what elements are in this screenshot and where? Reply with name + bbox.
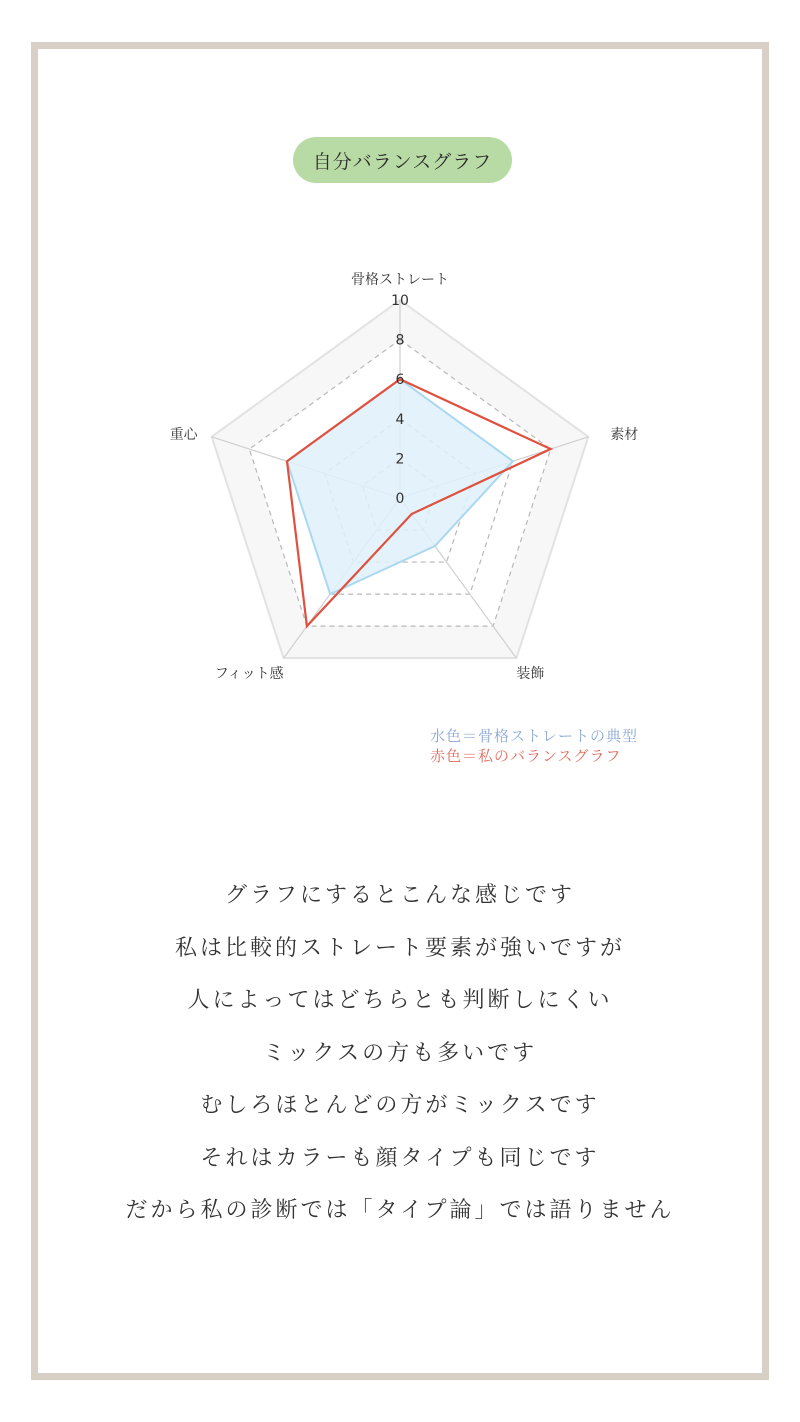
body-line: ミックスの方も多いです: [262, 1040, 538, 1066]
tick-label: 6: [395, 372, 405, 389]
axis-label: フィット感: [214, 666, 284, 683]
body-line: むしろほとんどの方がミックスです: [200, 1093, 600, 1118]
tick-label: 8: [395, 332, 405, 349]
body-line: だから私の診断では「タイプ論」では語りません: [125, 1198, 675, 1223]
body-line: それはカラーも顔タイプも同じです: [200, 1145, 600, 1171]
axis-label: 重心: [169, 426, 198, 443]
tick-label: 4: [395, 411, 405, 428]
tick-label: 0: [395, 491, 405, 507]
tick-label: 2: [395, 451, 405, 468]
chart-title: 自分バランスグラフ: [293, 137, 512, 183]
body-line: 人によってはどちらとも判断しにくい: [187, 988, 613, 1013]
body-line: 私は比較的ストレート要素が強いですが: [174, 935, 625, 961]
axis-label: 骨格ストレート: [351, 272, 449, 288]
legend: [430, 726, 638, 766]
legend-mine: 赤色＝私のバランスグラフ: [430, 747, 622, 765]
axis-label: 装飾: [516, 666, 545, 683]
axis-label: 素材: [610, 426, 639, 443]
legend-typical: 水色＝骨格ストレートの典型: [430, 727, 639, 745]
body-text: [40, 870, 760, 1238]
tick-label: 10: [391, 293, 409, 309]
body-line: グラフにするとこんな感じです: [224, 883, 575, 908]
